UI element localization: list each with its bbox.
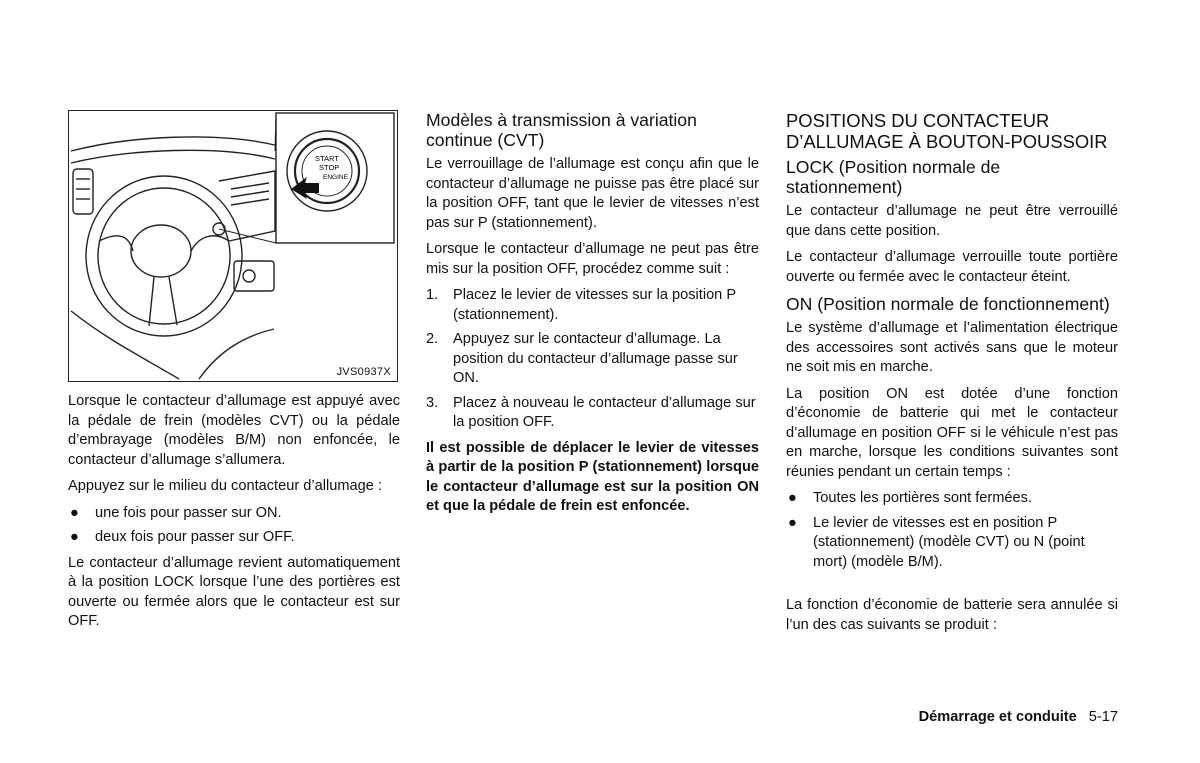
numbered-list	[426, 286, 759, 433]
footer-section-title: Démarrage et conduite	[918, 709, 1077, 725]
step-number: 1.	[426, 287, 439, 303]
paragraph: Le système d’allumage et l’alimentation électrique des accessoires sont activés sans que le moteur ne soit mis en marche.	[786, 320, 1118, 375]
button-label-stop: STOP	[319, 163, 340, 172]
paragraph: Lorsque le contacteur d’allumage ne peut pas être mis sur la position OFF, procédez comme suit :	[426, 241, 759, 277]
left-column	[68, 110, 400, 639]
step-number: 2.	[426, 331, 439, 347]
paragraph: Le contacteur d’allumage revient automatiquement à la position LOCK lorsque l’une des portières est ouverte ou fermée alors que le contacteur est sur OFF.	[68, 554, 400, 629]
bullet-icon: ●	[788, 490, 797, 506]
paragraph: Le verrouillage de l’allumage est conçu afin que le contacteur d’allumage ne puisse pas être placé sur la position OFF, tant que le levier de vitesses n’est pas sur P (stationnement).	[426, 156, 759, 231]
section-title: POSITIONS DU CONTACTEUR D’ALLUMAGE À BOUTON-POUSSOIR	[786, 110, 1108, 152]
list-item	[426, 394, 759, 433]
bullet-list	[786, 489, 1118, 572]
bullet-icon: ●	[788, 514, 797, 531]
page-footer	[880, 709, 1118, 725]
warning-text: Il est possible de déplacer le levier de vitesses à partir de la position P (stationnement) lorsque le contacteur d’allumage est sur la position ON et que la pédale de frein est enfoncée.	[426, 439, 759, 514]
page-number: 5-17	[1088, 709, 1118, 725]
figure-code: JVS0937X	[336, 366, 391, 378]
button-label-engine: ENGINE	[323, 174, 348, 181]
list-item-text: Le levier de vitesses est en position P (stationnement) (modèle CVT) ou N (point mort) (modèle B/M).	[813, 514, 1085, 570]
paragraph: Lorsque le contacteur d’allumage est appuyé avec la pédale de frein (modèles CVT) ou la pédale d’embrayage (modèles B/M) non enfoncée, le contacteur d’allumage s’allumera.	[68, 393, 400, 468]
ignition-illustration	[68, 110, 398, 382]
bullet-icon: ●	[70, 529, 79, 545]
paragraph: La position ON est dotée d’une fonction d’économie de batterie qui met le contacteur d’allumage en position OFF si le véhicule n’est pas en marche, lorsque les conditions suivantes sont réunies pendant un certain temps :	[786, 385, 1118, 480]
paragraph: Appuyez sur le milieu du contacteur d’allumage :	[68, 478, 382, 494]
on-heading: ON (Position normale de fonctionnement)	[786, 294, 1110, 314]
middle-column	[426, 110, 759, 524]
right-column	[786, 110, 1118, 642]
step-text: Placez à nouveau le contacteur d’allumage sur la position OFF.	[453, 394, 756, 430]
step-text: Appuyez sur le contacteur d’allumage. La position du contacteur d’allumage passe sur ON.	[453, 331, 738, 386]
button-label-start: START	[315, 154, 339, 163]
step-number: 3.	[426, 394, 439, 411]
lock-heading: LOCK (Position normale de stationnement)	[786, 157, 1001, 197]
list-item	[68, 528, 400, 548]
bullet-icon: ●	[70, 504, 79, 521]
paragraph: La fonction d’économie de batterie sera annulée si l’un des cas suivants se produit :	[786, 597, 1118, 633]
list-item-text: Toutes les portières sont fermées.	[813, 490, 1033, 506]
list-item-text: une fois pour passer sur ON.	[95, 504, 282, 521]
section-heading: Modèles à transmission à variation continue (CVT)	[426, 110, 697, 150]
list-item	[786, 489, 1118, 509]
dashboard-drawing	[69, 111, 396, 380]
list-item	[68, 504, 400, 524]
list-item	[786, 514, 1118, 573]
paragraph: Le contacteur d’allumage ne peut être verrouillé que dans cette position.	[786, 203, 1118, 239]
list-item	[426, 286, 759, 325]
step-text: Placez le levier de vitesses sur la position P (stationnement).	[453, 287, 736, 323]
list-item	[426, 330, 759, 389]
paragraph: Le contacteur d’allumage verrouille toute portière ouverte ou fermée avec le contacteur éteint.	[786, 249, 1118, 285]
bullet-list	[68, 504, 400, 548]
list-item-text: deux fois pour passer sur OFF.	[95, 529, 295, 545]
